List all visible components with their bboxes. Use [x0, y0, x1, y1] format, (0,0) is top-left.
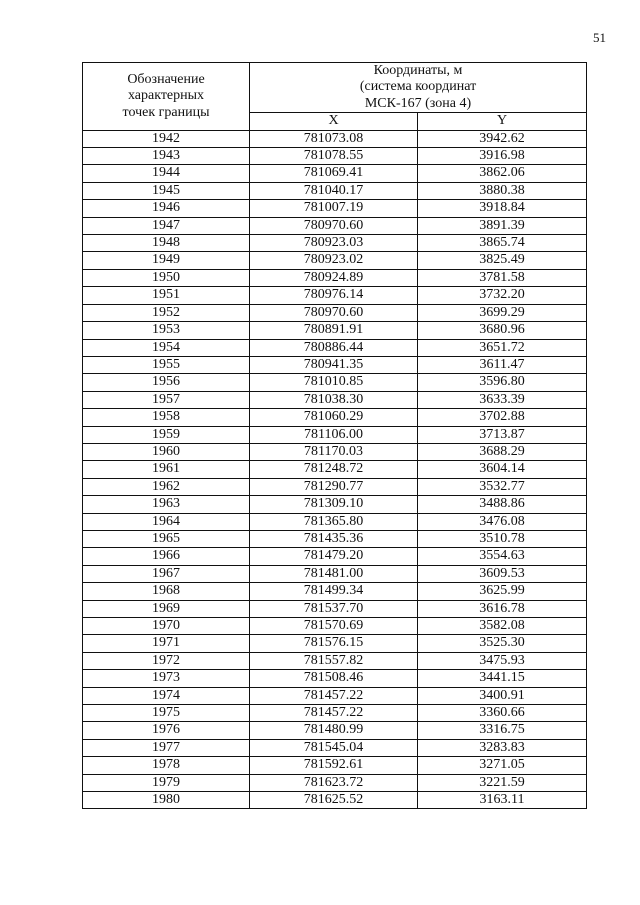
- point-number-cell: 1946: [83, 200, 250, 217]
- y-coordinate-cell: 3633.39: [418, 391, 587, 408]
- y-coordinate-cell: 3688.29: [418, 443, 587, 460]
- point-number-cell: 1965: [83, 530, 250, 547]
- y-coordinate-cell: 3781.58: [418, 269, 587, 286]
- x-coordinate-cell: 781576.15: [250, 635, 418, 652]
- table-row: [83, 774, 587, 791]
- x-coordinate-cell: 781170.03: [250, 443, 418, 460]
- x-coordinate-cell: 781625.52: [250, 792, 418, 809]
- table-row: [83, 739, 587, 756]
- header-line: МСК-167 (зона 4): [364, 95, 472, 111]
- point-number-cell: 1952: [83, 304, 250, 321]
- x-coordinate-cell: 781435.36: [250, 530, 418, 547]
- x-coordinate-cell: 781545.04: [250, 739, 418, 756]
- table-row: [83, 618, 587, 635]
- table-row: [83, 583, 587, 600]
- x-coordinate-cell: 781010.85: [250, 374, 418, 391]
- y-coordinate-cell: 3616.78: [418, 600, 587, 617]
- point-number-cell: 1959: [83, 426, 250, 443]
- y-coordinate-cell: 3554.63: [418, 548, 587, 565]
- y-coordinate-cell: 3316.75: [418, 722, 587, 739]
- x-coordinate-cell: 780976.14: [250, 287, 418, 304]
- x-coordinate-cell: 781570.69: [250, 618, 418, 635]
- x-coordinate-cell: 780970.60: [250, 304, 418, 321]
- point-number-cell: 1969: [83, 600, 250, 617]
- header-line: Координаты, м: [373, 63, 463, 78]
- point-number-cell: 1949: [83, 252, 250, 269]
- x-coordinate-cell: 781007.19: [250, 200, 418, 217]
- x-coordinate-cell: 781623.72: [250, 774, 418, 791]
- x-coordinate-cell: 781040.17: [250, 182, 418, 199]
- point-number-cell: 1950: [83, 269, 250, 286]
- table-row: [83, 600, 587, 617]
- y-column-header: Y: [418, 113, 587, 130]
- table-row: [83, 356, 587, 373]
- x-coordinate-cell: 781457.22: [250, 687, 418, 704]
- header-line: характерных: [127, 88, 205, 104]
- point-number-cell: 1962: [83, 478, 250, 495]
- y-coordinate-cell: 3475.93: [418, 652, 587, 669]
- y-coordinate-cell: 3360.66: [418, 705, 587, 722]
- y-coordinate-cell: 3441.15: [418, 670, 587, 687]
- y-coordinate-cell: 3488.86: [418, 496, 587, 513]
- x-coordinate-cell: 780886.44: [250, 339, 418, 356]
- y-coordinate-cell: 3283.83: [418, 739, 587, 756]
- point-number-cell: 1947: [83, 217, 250, 234]
- y-coordinate-cell: 3476.08: [418, 513, 587, 530]
- x-coordinate-cell: 781069.41: [250, 165, 418, 182]
- point-number-cell: 1944: [83, 165, 250, 182]
- table-row: [83, 409, 587, 426]
- x-coordinate-cell: 780941.35: [250, 356, 418, 373]
- x-coordinate-cell: 781106.00: [250, 426, 418, 443]
- point-number-cell: 1942: [83, 130, 250, 147]
- y-coordinate-cell: 3525.30: [418, 635, 587, 652]
- table-row: [83, 461, 587, 478]
- y-coordinate-cell: 3680.96: [418, 322, 587, 339]
- table-row: [83, 339, 587, 356]
- point-number-cell: 1943: [83, 148, 250, 165]
- point-number-cell: 1956: [83, 374, 250, 391]
- table-row: [83, 182, 587, 199]
- x-coordinate-cell: 781248.72: [250, 461, 418, 478]
- table-row: [83, 496, 587, 513]
- x-coordinate-cell: 780891.91: [250, 322, 418, 339]
- x-coordinate-cell: 781290.77: [250, 478, 418, 495]
- point-number-cell: 1955: [83, 356, 250, 373]
- x-coordinate-cell: 781481.00: [250, 565, 418, 582]
- table-row: [83, 687, 587, 704]
- x-coordinate-cell: 781592.61: [250, 757, 418, 774]
- point-number-cell: 1954: [83, 339, 250, 356]
- point-number-cell: 1973: [83, 670, 250, 687]
- table-row: [83, 705, 587, 722]
- point-number-cell: 1951: [83, 287, 250, 304]
- y-coordinate-cell: 3916.98: [418, 148, 587, 165]
- y-coordinate-cell: 3611.47: [418, 356, 587, 373]
- table-body: [83, 130, 587, 809]
- table-row: [83, 513, 587, 530]
- y-coordinate-cell: 3532.77: [418, 478, 587, 495]
- table-row: [83, 322, 587, 339]
- point-number-cell: 1971: [83, 635, 250, 652]
- y-coordinate-cell: 3596.80: [418, 374, 587, 391]
- table-row: [83, 548, 587, 565]
- x-coordinate-cell: 780970.60: [250, 217, 418, 234]
- point-number-cell: 1974: [83, 687, 250, 704]
- point-number-cell: 1961: [83, 461, 250, 478]
- x-coordinate-cell: 781480.99: [250, 722, 418, 739]
- table-row: [83, 235, 587, 252]
- point-number-cell: 1979: [83, 774, 250, 791]
- table-row: [83, 130, 587, 147]
- point-number-cell: 1958: [83, 409, 250, 426]
- coordinates-header: [250, 63, 587, 113]
- y-coordinate-cell: 3699.29: [418, 304, 587, 321]
- y-coordinate-cell: 3604.14: [418, 461, 587, 478]
- point-number-cell: 1975: [83, 705, 250, 722]
- x-coordinate-cell: 781073.08: [250, 130, 418, 147]
- table-row: [83, 792, 587, 809]
- x-coordinate-cell: 781060.29: [250, 409, 418, 426]
- y-coordinate-cell: 3732.20: [418, 287, 587, 304]
- x-coordinate-cell: 781479.20: [250, 548, 418, 565]
- table-row: [83, 426, 587, 443]
- x-coordinate-cell: 781038.30: [250, 391, 418, 408]
- y-coordinate-cell: 3880.38: [418, 182, 587, 199]
- header-line: (система координат: [359, 79, 477, 95]
- boundary-points-table: [82, 62, 587, 809]
- y-coordinate-cell: 3163.11: [418, 792, 587, 809]
- x-coordinate-cell: 781508.46: [250, 670, 418, 687]
- table-row: [83, 670, 587, 687]
- table-row: [83, 374, 587, 391]
- point-number-cell: 1972: [83, 652, 250, 669]
- table-row: [83, 165, 587, 182]
- table-row: [83, 757, 587, 774]
- y-coordinate-cell: 3510.78: [418, 530, 587, 547]
- y-coordinate-cell: 3651.72: [418, 339, 587, 356]
- header-line: точек границы: [122, 104, 210, 120]
- table-row: [83, 652, 587, 669]
- page-number: 51: [593, 30, 606, 45]
- x-coordinate-cell: 781365.80: [250, 513, 418, 530]
- x-coordinate-cell: 780923.02: [250, 252, 418, 269]
- header-line: Обозначение: [127, 71, 205, 87]
- table-row: [83, 304, 587, 321]
- point-number-cell: 1967: [83, 565, 250, 582]
- point-number-cell: 1968: [83, 583, 250, 600]
- point-number-cell: 1953: [83, 322, 250, 339]
- table-row: [83, 217, 587, 234]
- table-row: [83, 565, 587, 582]
- x-coordinate-cell: 781309.10: [250, 496, 418, 513]
- point-number-cell: 1978: [83, 757, 250, 774]
- x-coordinate-cell: 781537.70: [250, 600, 418, 617]
- y-coordinate-cell: 3221.59: [418, 774, 587, 791]
- table-row: [83, 443, 587, 460]
- y-coordinate-cell: 3918.84: [418, 200, 587, 217]
- x-coordinate-cell: 781457.22: [250, 705, 418, 722]
- point-designation-header: [83, 63, 250, 131]
- y-coordinate-cell: 3400.91: [418, 687, 587, 704]
- y-coordinate-cell: 3865.74: [418, 235, 587, 252]
- table-row: [83, 530, 587, 547]
- table-row: [83, 478, 587, 495]
- point-number-cell: 1976: [83, 722, 250, 739]
- x-coordinate-cell: 781078.55: [250, 148, 418, 165]
- table-row: [83, 391, 587, 408]
- x-coordinate-cell: 780923.03: [250, 235, 418, 252]
- table-row: [83, 148, 587, 165]
- y-coordinate-cell: 3582.08: [418, 618, 587, 635]
- table-row: [83, 287, 587, 304]
- y-coordinate-cell: 3609.53: [418, 565, 587, 582]
- point-number-cell: 1980: [83, 792, 250, 809]
- y-coordinate-cell: 3625.99: [418, 583, 587, 600]
- y-coordinate-cell: 3862.06: [418, 165, 587, 182]
- y-coordinate-cell: 3713.87: [418, 426, 587, 443]
- y-coordinate-cell: 3891.39: [418, 217, 587, 234]
- x-coordinate-cell: 781499.34: [250, 583, 418, 600]
- y-coordinate-cell: 3702.88: [418, 409, 587, 426]
- point-number-cell: 1977: [83, 739, 250, 756]
- point-number-cell: 1945: [83, 182, 250, 199]
- table-row: [83, 635, 587, 652]
- table-row: [83, 252, 587, 269]
- table-header: [83, 63, 587, 131]
- table-row: [83, 200, 587, 217]
- point-number-cell: 1966: [83, 548, 250, 565]
- point-number-cell: 1963: [83, 496, 250, 513]
- point-number-cell: 1970: [83, 618, 250, 635]
- y-coordinate-cell: 3271.05: [418, 757, 587, 774]
- point-number-cell: 1948: [83, 235, 250, 252]
- y-coordinate-cell: 3942.62: [418, 130, 587, 147]
- point-number-cell: 1960: [83, 443, 250, 460]
- x-coordinate-cell: 781557.82: [250, 652, 418, 669]
- table-row: [83, 722, 587, 739]
- point-number-cell: 1964: [83, 513, 250, 530]
- x-column-header: X: [250, 113, 418, 130]
- point-number-cell: 1957: [83, 391, 250, 408]
- y-coordinate-cell: 3825.49: [418, 252, 587, 269]
- table-row: [83, 269, 587, 286]
- x-coordinate-cell: 780924.89: [250, 269, 418, 286]
